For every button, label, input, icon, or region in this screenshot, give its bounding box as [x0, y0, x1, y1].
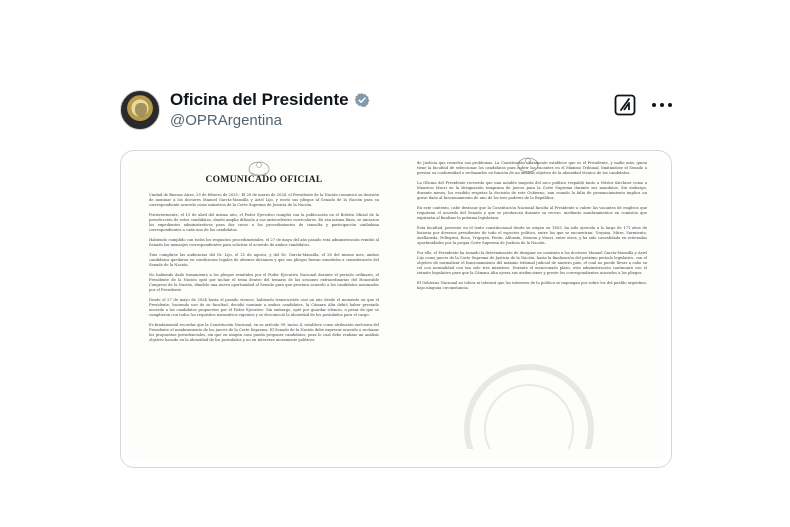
grok-icon[interactable] — [614, 94, 636, 116]
document-right-column — [417, 161, 647, 296]
user-handle[interactable]: @OPRArgentina — [170, 112, 282, 129]
verified-badge-icon — [354, 92, 370, 108]
document-paragraph: de Justicia que resuelva sus problemas. La Constitución claramente establece que es el Presidente, y nadie más, quien tiene la facultad de seleccionar los candidatos para cubrir las vacantes en el Máximo Tribunal, limitándose el Senado a prestar su conformidad o rechazarlos en función de un análisis objetivo de la idoneidad técnica de los candidatos. — [417, 161, 647, 175]
document-paragraph: Ciudad de Buenos Aires, 25 de febrero de 2025.- El 20 de marzo de 2024, el Presidente de la Nación comunicó su decisión de nominar a los doctores Manuel García-Mansilla y Ariel Lijo, y envió sus pliegos al Senado de la Nación para su correspondiente acuerdo como ministros de la Corte Suprema de Justicia de la Nación. — [149, 193, 379, 207]
seal-watermark-icon — [459, 359, 599, 449]
media-card[interactable] — [120, 150, 672, 468]
document-paragraph: Esta facultad, presente en el texto constitucional desde su origen en 1853, ha sido ejercida a lo largo de 171 años de historia por diversos presidentes de todo el espectro político, entre los que se encuentran: Urquiza, Mitre, Sarmiento, Avellaneda, Pellegrini, Roca, Yrigoyen, Perón, Alfonsín, Menem y Macri, entre otros, y ha sido convalidada en reiteradas oportunidades por la propia Corte Suprema de Justicia de la Nación. — [417, 226, 647, 245]
more-options-icon[interactable] — [652, 96, 672, 114]
document-paragraph: Desde el 27 de mayo de 2024 hasta el pasado viernes, habiendo transcurrido casi un año desde el momento en que el Presidente, haciendo uso de su facultad, decidió nominar a ambos candidatos, la Cámara Alta debió haber prestado acuerdo a los candidatos propuestos por el Poder Ejecutivo. Sin embargo, optó por guardar silencio, a pesar de que se cumplieron con todos los requisitos normativos vigentes y se desconoció la idoneidad de los postulados para el cargo. — [149, 298, 379, 317]
document-paragraph: En este contexto, cabe destacar que la Constitución Nacional faculta al Presidente a cubrir las vacantes de empleos que requieran el acuerdo del Senado y que se produzcan durante su receso, mediante nombramientos en comisión que expirarán al finalizar la próxima legislatura. — [417, 206, 647, 220]
document-image — [129, 159, 665, 461]
document-paragraph: Habiendo cumplido con todos los requisitos procedimentales, el 27 de mayo del año pasado esta administración remitió al Senado los mensajes correspondientes para solicitar el acuerdo de ambos candidatos. — [149, 238, 379, 247]
document-paragraph: Tras cumplirse las audiencias del Dr. Lijo, el 21 de agosto, y del Dr. García-Mansilla, el 28 del mismo mes, ambos candidatos quedaron en condiciones legales de obtener dictamen y que sus pliegos fueran sometidos a consideración del Senado de la Nación. — [149, 253, 379, 267]
document-paragraph: No habiendo dado tratamiento a los pliegos remitidos por el Poder Ejecutivo Nacional durante el periodo ordinario, el Presidente de la Nación optó por incluir el tema dentro del temario de las sesiones extraordinarias del Honorable Congreso de la Nación, dándole una nueva oportunidad al Senado para que prestara acuerdo a los candidatos nominados por el Presidente. — [149, 273, 379, 292]
avatar[interactable] — [120, 90, 160, 130]
document-paragraph: La Oficina del Presidente recuerda que una notable mayoría del arco político respaldó tanto a Néstor Kirchner como a Mauricio Macri en la designación temprana de jueces para la Corte Suprema durante sus mandatos. Sin embargo, durante meses, los evadido respetar la decisión de este Gobierno, aun cuando la falta de pronunciamiento implica un grave daño al funcionamiento de uno de los tres poderes de la República. — [417, 181, 647, 200]
document-paragraph: Posteriormente, el 15 de abril del mismo año, el Poder Ejecutivo cumplió con la publicación en el Boletín Oficial de la preselección de estos candidatos, dando amplia difusión a sus antecedentes curriculares. En esa misma línea, se iniciaron los expedientes administrativos para dar curso a los procedimientos de consulta y participación ciudadana correspondientes a cada uno de los candidatos. — [149, 213, 379, 232]
document-paragraph: Es fundamental recordar que la Constitución Nacional, en su artículo 99, inciso 4, establece como atribución exclusiva del Presidente el nombramiento de los jueces de la Corte Suprema. El Senado de la Nación debe expresar acuerdo o rechazar los propuestas presidenciales, sin que en ningún caso pueda proponer candidatos, para lo cual debe realizar un análisis objetivo basado en la idoneidad de los postulados y no en intereses meramente políticos. — [149, 323, 379, 342]
document-left-column — [149, 175, 379, 348]
author-name-row — [170, 90, 370, 110]
document-paragraph: Por ello, el Presidente ha tomado la determinación de designar en comisión a los doctores Manuel García-Mansilla y Ariel Lijo como jueces de la Corte Suprema de Justicia de la Nación, hasta la finalización del próximo período legislativo, con el objetivo de normalizar el funcionamiento del máximo tribunal judicial de nuestro país, el cual no puede llevar a cabo su rol con normalidad con tan solo tres ministros. Durante el mencionado plazo, esta administración continuará con el trámite legislativo para que la Cámara Alta ejerza sus atribuciones y preste los correspondientes acuerdos a los pliegos. — [417, 251, 647, 275]
display-name[interactable]: Oficina del Presidente — [170, 90, 349, 109]
post-header — [0, 0, 790, 150]
document-paragraph: El Gobierno Nacional no tolera ni tolerará que los intereses de la política se impongan por sobre los del pueblo argentino, bajo ninguna circunstancia. — [417, 281, 647, 290]
document-title: COMUNICADO OFICIAL — [205, 175, 323, 185]
